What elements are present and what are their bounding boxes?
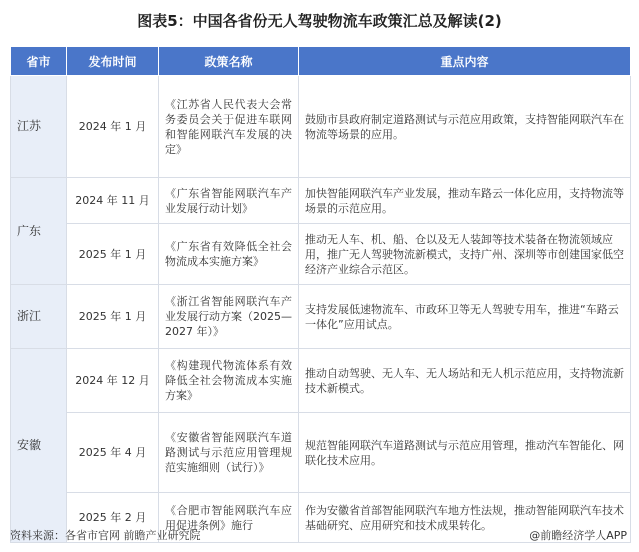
content-cell: 推动自动驾驶、无人车、无人场站和无人机示范应用，支持物流新技术新模式。	[299, 349, 631, 413]
content-cell: 加快智能网联汽车产业发展，推动车路云一体化应用，支持物流等场景的示范应用。	[299, 178, 631, 224]
header-province: 省市	[11, 47, 67, 76]
date-cell: 2025 年 2 月	[67, 493, 159, 543]
header-date: 发布时间	[67, 47, 159, 76]
policy-table	[10, 46, 631, 543]
policy-name-cell: 《广东省智能网联汽车产业发展行动计划》	[159, 178, 299, 224]
province-cell: 江苏	[11, 76, 67, 178]
province-cell: 安徽	[11, 349, 67, 543]
policy-name-cell: 《广东省有效降低全社会物流成本实施方案》	[159, 224, 299, 285]
date-cell: 2024 年 1 月	[67, 76, 159, 178]
brand-credit: @前瞻经济学人APP	[529, 529, 627, 542]
date-cell: 2025 年 1 月	[67, 224, 159, 285]
date-cell: 2024 年 11 月	[67, 178, 159, 224]
content-cell: 作为安徽省首部智能网联汽车地方性法规，推动智能网联汽车技术基础研究、应用研究和技术成果转化。	[299, 493, 631, 543]
table-row	[11, 349, 631, 413]
table-row	[11, 285, 631, 349]
policy-name-cell: 《江苏省人民代表大会常务委员会关于促进车联网和智能网联汽车发展的决定》	[159, 76, 299, 178]
province-cell: 浙江	[11, 285, 67, 349]
header-policy-name: 政策名称	[159, 47, 299, 76]
policy-name-cell: 《合肥市智能网联汽车应用促进条例》施行	[159, 493, 299, 543]
date-cell: 2025 年 4 月	[67, 413, 159, 493]
content-cell: 鼓励市县政府制定道路测试与示范应用政策，支持智能网联汽车在物流等场景的应用。	[299, 76, 631, 178]
header-key-content: 重点内容	[299, 47, 631, 76]
date-cell: 2024 年 12 月	[67, 349, 159, 413]
policy-name-cell: 《安徽省智能网联汽车道路测试与示范应用管理规范实施细则（试行）》	[159, 413, 299, 493]
source-note: 资料来源：各省市官网 前瞻产业研究院	[10, 529, 201, 542]
content-cell: 规范智能网联汽车道路测试与示范应用管理，推动汽车智能化、网联化技术应用。	[299, 413, 631, 493]
content-cell: 支持发展低速物流车、市政环卫等无人驾驶专用车，推进“车路云一体化”应用试点。	[299, 285, 631, 349]
table-row	[11, 413, 631, 493]
table-header-row	[11, 47, 631, 76]
table-row	[11, 224, 631, 285]
province-cell: 广东	[11, 178, 67, 285]
content-cell: 推动无人车、机、船、仓以及无人装卸等技术装备在物流领域应用，推广无人驾驶物流新模式，支持广州、深圳等市创建国家低空经济产业综合示范区。	[299, 224, 631, 285]
policy-name-cell: 《浙江省智能网联汽车产业发展行动方案（2025—2027 年）》	[159, 285, 299, 349]
policy-name-cell: 《构建现代物流体系有效降低全社会物流成本实施方案》	[159, 349, 299, 413]
date-cell: 2025 年 1 月	[67, 285, 159, 349]
page-title: 图表5：中国各省份无人驾驶物流车政策汇总及解读(2)	[137, 12, 502, 30]
table-row	[11, 76, 631, 178]
table-row	[11, 178, 631, 224]
